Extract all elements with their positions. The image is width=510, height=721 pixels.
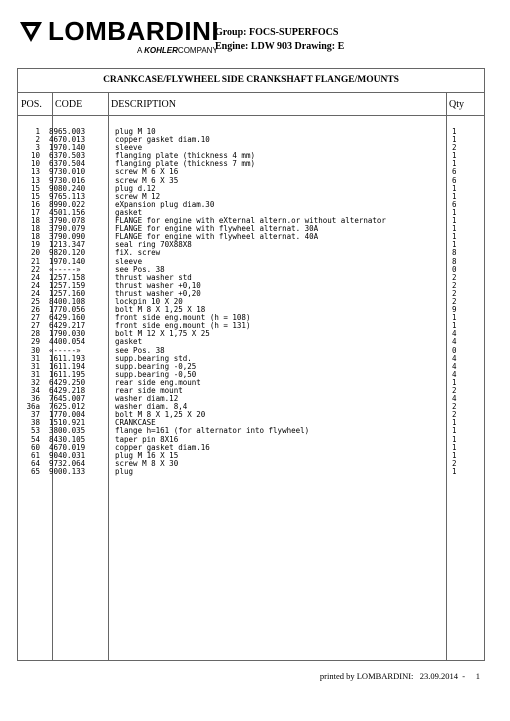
table-row (18, 233, 484, 241)
table-row (18, 338, 484, 346)
cell-pos: 3 (35, 143, 40, 153)
cell-pos: 10 (30, 151, 40, 161)
cell-qty: 4 (452, 369, 457, 379)
cell-qty: 1 (452, 450, 457, 460)
cell-code: 1257.159 (49, 280, 86, 290)
cell-description: see Pos. 38 (115, 345, 165, 355)
cell-pos: 15 (30, 191, 40, 201)
header-pos: POS. (21, 99, 42, 110)
table-row (18, 249, 484, 257)
table-row (18, 201, 484, 209)
table-row (18, 411, 484, 419)
cell-code: 8400.108 (49, 296, 86, 306)
cell-pos: 27 (30, 321, 40, 331)
cell-code: 1257.158 (49, 272, 86, 282)
cell-code: 3790.079 (49, 224, 86, 234)
cell-qty: 1 (452, 183, 457, 193)
cell-description: taper pin 8X16 (115, 434, 179, 444)
cell-qty: 0 (452, 345, 457, 355)
cell-qty: 1 (452, 466, 457, 476)
cell-qty: 1 (452, 151, 457, 161)
header-description: DESCRIPTION (111, 99, 177, 110)
cell-qty: 1 (452, 434, 457, 444)
table-row (18, 306, 484, 314)
cell-pos: 15 (30, 183, 40, 193)
cell-qty: 4 (452, 329, 457, 339)
cell-code: 9000.133 (49, 466, 86, 476)
cell-pos: 27 (30, 313, 40, 323)
cell-code: 1611.195 (49, 369, 86, 379)
table-row (18, 460, 484, 468)
cell-description: supp.bearing std. (115, 353, 192, 363)
kohler-wordmark: KOHLER (144, 46, 178, 55)
cell-description: plug M 10 (115, 127, 156, 136)
cell-qty: 1 (452, 232, 457, 242)
cell-qty: 4 (452, 361, 457, 371)
cell-description: front side eng.mount (h = 108) (115, 313, 251, 323)
cell-description: gasket (115, 337, 143, 347)
cell-qty: 6 (452, 175, 457, 185)
cell-pos: 32 (30, 377, 40, 387)
table-row (18, 379, 484, 387)
cell-qty: 1 (452, 313, 457, 323)
engine-drawing-label: Engine: LDW 903 Drawing: E (215, 41, 345, 52)
cell-code: 1510.921 (49, 418, 86, 428)
cell-pos: 30 (30, 345, 40, 355)
table-row (18, 177, 484, 185)
cell-qty: 2 (452, 402, 457, 412)
cell-description: thrust washer +0,10 (115, 280, 201, 290)
cell-pos: 28 (30, 329, 40, 339)
cell-qty: 6 (452, 199, 457, 209)
cell-code: 4501.156 (49, 207, 86, 217)
cell-description: thrust washer std (115, 272, 192, 282)
table-row (18, 258, 484, 266)
cell-pos: 31 (30, 369, 40, 379)
cell-code: 6370.503 (49, 151, 86, 161)
cell-qty: 2 (452, 288, 457, 298)
parts-table (17, 68, 485, 661)
cell-code: 6370.504 (49, 159, 86, 169)
cell-code: 3800.035 (49, 426, 86, 436)
cell-description: sleeve (115, 256, 143, 266)
table-row (18, 444, 484, 452)
header-qty: Qty (449, 99, 464, 110)
cell-code: 1970.140 (49, 143, 86, 153)
cell-qty: 1 (452, 207, 457, 217)
cell-pos: 13 (30, 167, 40, 177)
header-code: CODE (55, 99, 83, 110)
cell-code: 6429.217 (49, 321, 86, 331)
table-row (18, 452, 484, 460)
cell-qty: 6 (452, 167, 457, 177)
table-rows (18, 128, 484, 476)
table-row (18, 136, 484, 144)
cell-pos: 60 (30, 442, 40, 452)
cell-qty: 1 (452, 442, 457, 452)
cell-qty: 1 (452, 216, 457, 226)
cell-pos: 36a (26, 402, 40, 412)
cell-code: 9732.064 (49, 458, 86, 468)
cell-qty: 4 (452, 394, 457, 404)
cell-pos: 18 (30, 216, 40, 226)
cell-description: lockpin 10 X 20 (115, 296, 183, 306)
cell-description: screw M 8 X 30 (115, 458, 179, 468)
table-title: CRANKCASE/FLYWHEEL SIDE CRANKSHAFT FLANGE/MOUNTS (103, 75, 399, 85)
cell-description: seal ring 70X88X8 (115, 240, 192, 250)
print-footer: printed by LOMBARDINI: 23.09.2014 - 1 (319, 671, 480, 681)
cell-pos: 13 (30, 175, 40, 185)
cell-pos: 22 (30, 264, 40, 274)
cell-description: washer diam. 8,4 (115, 402, 188, 412)
cell-description: copper gasket diam.16 (115, 442, 210, 452)
cell-code: 8965.003 (49, 127, 86, 136)
table-row (18, 290, 484, 298)
cell-qty: 1 (452, 240, 457, 250)
cell-description: FLANGE for engine with flywheel alternat. 30A (115, 224, 319, 234)
table-row (18, 427, 484, 435)
cell-pos: 34 (30, 386, 40, 395)
cell-description: fiX. screw (115, 248, 161, 258)
cell-pos: 31 (30, 353, 40, 363)
table-row (18, 185, 484, 193)
cell-description: FLANGE for engine with flywheel alternat. 40A (115, 232, 319, 242)
page-number: 1 (475, 671, 480, 681)
cell-description: thrust washer +0,20 (115, 288, 201, 298)
cell-description: bolt M 12 X 1,75 X 25 (115, 329, 210, 339)
brand-subtitle: A KOHLERCOMPANY (137, 46, 218, 55)
lombardini-logo (18, 17, 228, 55)
cell-code: 1770.056 (49, 305, 86, 315)
cell-description: sleeve (115, 143, 143, 153)
brand-name: LOMBARDINI (48, 16, 220, 46)
cell-pos: 16 (30, 199, 40, 209)
cell-code: 3790.090 (49, 232, 86, 242)
cell-code: 9730.010 (49, 167, 86, 177)
cell-code: 1611.193 (49, 353, 86, 363)
cell-description: eXpansion plug diam.30 (115, 199, 215, 209)
cell-description: CRANKCASE (115, 418, 156, 428)
cell-pos: 36 (30, 394, 40, 404)
table-row (18, 314, 484, 322)
cell-qty: 4 (452, 353, 457, 363)
cell-code: 6429.250 (49, 377, 86, 387)
cell-qty: 1 (452, 135, 457, 145)
cell-description: gasket (115, 207, 143, 217)
table-row (18, 371, 484, 379)
cell-description: flanging plate (thickness 7 mm) (115, 159, 255, 169)
cell-pos: 19 (30, 240, 40, 250)
cell-qty: 1 (452, 377, 457, 387)
cell-qty: 1 (452, 426, 457, 436)
cell-pos: 24 (30, 272, 40, 282)
cell-code: 4670.013 (49, 135, 86, 145)
cell-pos: 61 (30, 450, 40, 460)
cell-code: 1770.004 (49, 410, 86, 420)
cell-description: washer diam.12 (115, 394, 179, 404)
cell-description: flange h=161 (for alternator into flywheel) (115, 426, 310, 436)
cell-code: «-----» (49, 264, 81, 274)
cell-code: 7645.007 (49, 394, 86, 404)
cell-description: FLANGE for engine with eXternal altern.or without alternator (115, 216, 386, 226)
cell-pos: 18 (30, 224, 40, 234)
cell-qty: 1 (452, 127, 457, 136)
print-date: 23.09.2014 (419, 671, 459, 681)
cell-description: supp.bearing -0,25 (115, 361, 197, 371)
cell-pos: 20 (30, 248, 40, 258)
cell-pos: 25 (30, 296, 40, 306)
cell-code: 8430.105 (49, 434, 86, 444)
table-row (18, 160, 484, 168)
cell-code: 9820.120 (49, 248, 86, 258)
cell-pos: 1 (35, 127, 40, 136)
cell-qty: 8 (452, 248, 457, 258)
cell-code: 6429.218 (49, 386, 86, 395)
cell-description: flanging plate (thickness 4 mm) (115, 151, 255, 161)
group-label: Group: FOCS-SUPERFOCS (215, 27, 339, 38)
cell-description: supp.bearing -0,50 (115, 369, 197, 379)
table-row (18, 266, 484, 274)
cell-code: 9040.031 (49, 450, 86, 460)
cell-qty: 2 (452, 280, 457, 290)
cell-qty: 4 (452, 337, 457, 347)
cell-qty: 1 (452, 159, 457, 169)
cell-description: screw M 12 (115, 191, 161, 201)
cell-code: 8990.022 (49, 199, 86, 209)
cell-pos: 54 (30, 434, 40, 444)
cell-qty: 2 (452, 272, 457, 282)
table-row (18, 403, 484, 411)
cell-qty: 1 (452, 321, 457, 331)
cell-pos: 38 (30, 418, 40, 428)
cell-code: 1790.030 (49, 329, 86, 339)
cell-code: 3790.078 (49, 216, 86, 226)
cell-code: 9080.240 (49, 183, 86, 193)
cell-description: bolt M 8 X 1,25 X 20 (115, 410, 206, 420)
cell-code: 6429.160 (49, 313, 86, 323)
table-row (18, 128, 484, 136)
cell-qty: 1 (452, 418, 457, 428)
cell-qty: 1 (452, 224, 457, 234)
cell-pos: 18 (30, 232, 40, 242)
cell-description: see Pos. 38 (115, 264, 165, 274)
cell-description: plug (115, 466, 134, 476)
cell-code: 9765.113 (49, 191, 86, 201)
cell-pos: 17 (30, 207, 40, 217)
table-row (18, 322, 484, 330)
table-row (18, 168, 484, 176)
table-row (18, 330, 484, 338)
table-row (18, 468, 484, 476)
cell-code: 4670.019 (49, 442, 86, 452)
cell-code: 7625.012 (49, 402, 86, 412)
cell-code: 1611.194 (49, 361, 86, 371)
cell-pos: 26 (30, 305, 40, 315)
cell-qty: 2 (452, 386, 457, 395)
table-row (18, 298, 484, 306)
cell-description: rear side eng.mount (115, 377, 201, 387)
table-row (18, 193, 484, 201)
cell-description: front side eng.mount (h = 131) (115, 321, 251, 331)
table-row (18, 241, 484, 249)
cell-code: 9730.016 (49, 175, 86, 185)
cell-pos: 24 (30, 288, 40, 298)
cell-pos: 10 (30, 159, 40, 169)
divider (18, 92, 484, 93)
cell-pos: 24 (30, 280, 40, 290)
table-row (18, 282, 484, 290)
cell-pos: 65 (30, 466, 40, 476)
cell-qty: 9 (452, 305, 457, 315)
cell-pos: 64 (30, 458, 40, 468)
divider (18, 115, 484, 116)
cell-pos: 2 (35, 135, 40, 145)
cell-code: 4400.054 (49, 337, 86, 347)
cell-qty: 1 (452, 191, 457, 201)
cell-code: 1257.160 (49, 288, 86, 298)
cell-code: «-----» (49, 345, 81, 355)
cell-code: 1970.140 (49, 256, 86, 266)
table-row (18, 274, 484, 282)
cell-qty: 2 (452, 410, 457, 420)
cell-pos: 53 (30, 426, 40, 436)
cell-description: screw M 6 X 35 (115, 175, 179, 185)
cell-description: plug M 16 X 15 (115, 450, 179, 460)
table-row (18, 355, 484, 363)
cell-code: 1213.347 (49, 240, 86, 250)
cell-qty: 2 (452, 458, 457, 468)
cell-pos: 29 (30, 337, 40, 347)
cell-description: bolt M 8 X 1,25 X 18 (115, 305, 206, 315)
table-row (18, 363, 484, 371)
table-row (18, 347, 484, 355)
cell-description: copper gasket diam.10 (115, 135, 210, 145)
cell-qty: 2 (452, 296, 457, 306)
cell-pos: 37 (30, 410, 40, 420)
cell-qty: 2 (452, 143, 457, 153)
cell-pos: 31 (30, 361, 40, 371)
cell-description: screw M 6 X 16 (115, 167, 179, 177)
cell-pos: 21 (30, 256, 40, 266)
cell-description: plug d.12 (115, 183, 156, 193)
table-row (18, 387, 484, 395)
table-row (18, 395, 484, 403)
lombardini-triangle-icon (18, 18, 44, 44)
cell-description: rear side mount (115, 386, 183, 395)
cell-qty: 8 (452, 256, 457, 266)
table-row (18, 436, 484, 444)
cell-qty: 0 (452, 264, 457, 274)
